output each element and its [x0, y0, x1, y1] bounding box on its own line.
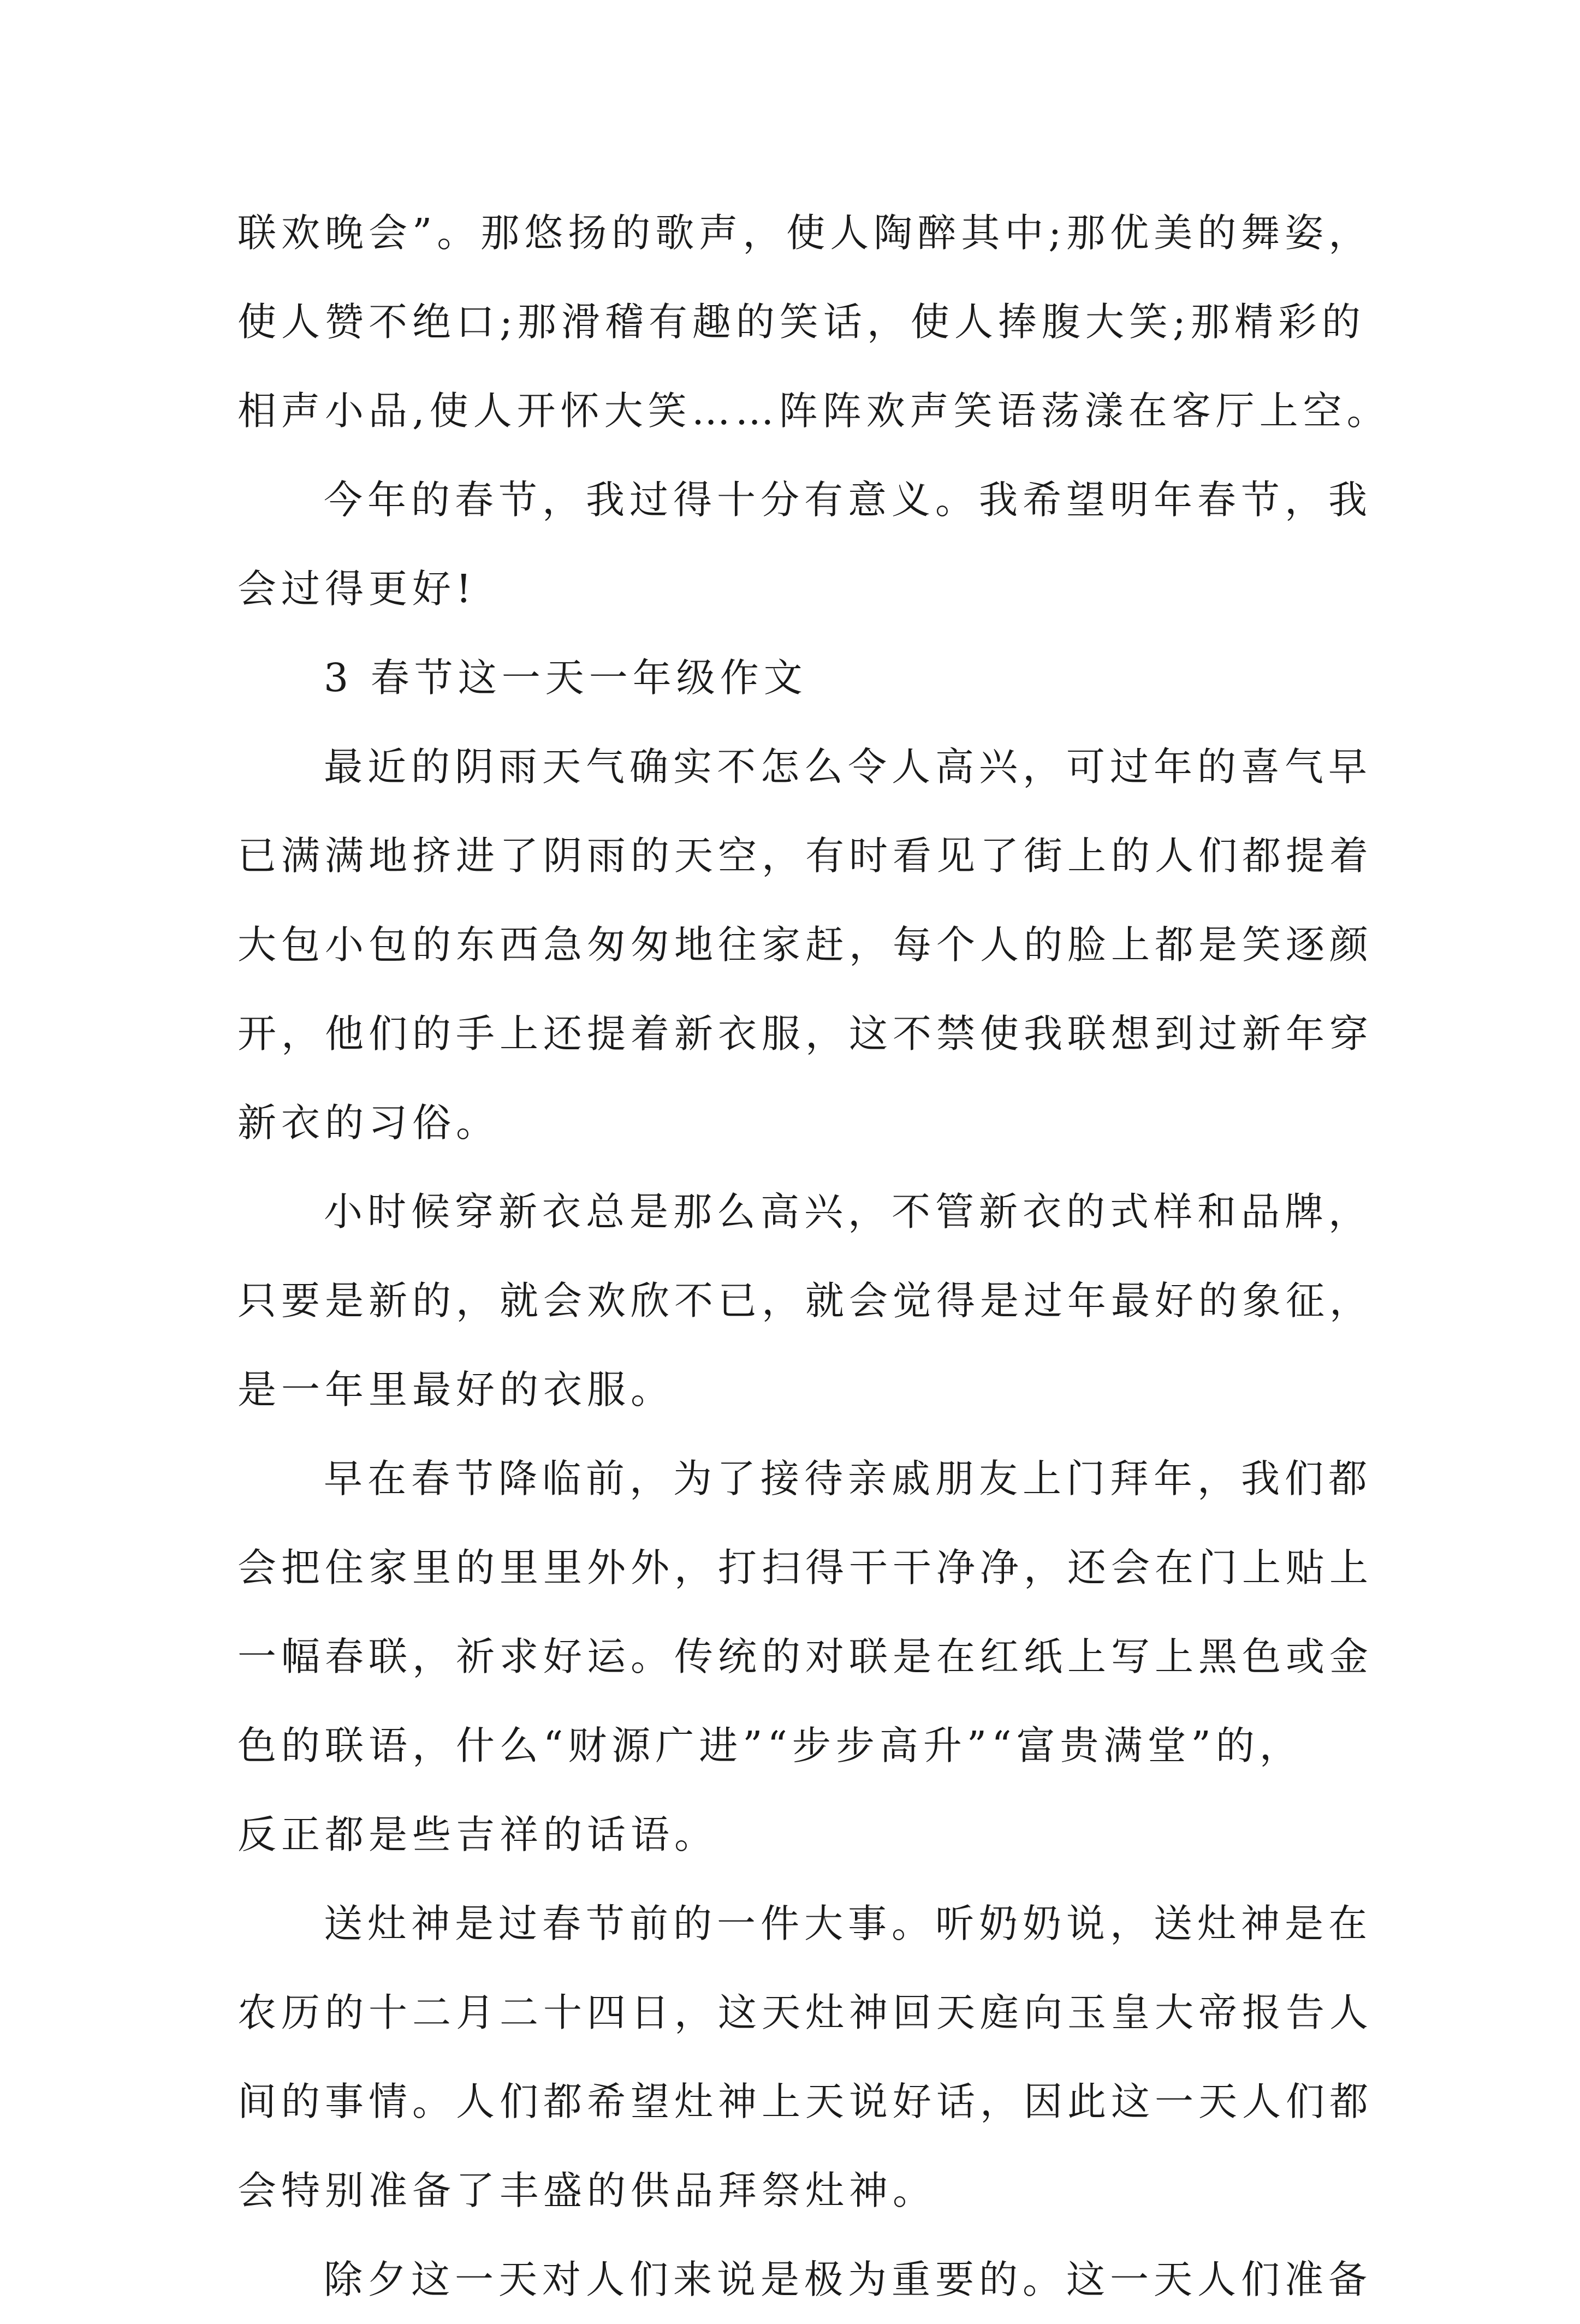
text-line: 会把住家里的里里外外，打扫得干干净净，还会在门上贴上: [237, 1545, 1374, 1590]
text-line: 一幅春联，祈求好运。传统的对联是在红纸上写上黑色或金: [237, 1634, 1374, 1679]
text-line: 3 春节这一天一年级作文: [324, 655, 807, 700]
text-line: 大包小包的东西急匆匆地往家赶，每个人的脸上都是笑逐颜: [237, 922, 1374, 967]
text-line: 使人赞不绝口;那滑稽有趣的笑话，使人捧腹大笑;那精彩的: [237, 299, 1365, 344]
text-line: 只要是新的，就会欢欣不已，就会觉得是过年最好的象征，: [237, 1278, 1374, 1323]
text-line: 除夕这一天对人们来说是极为重要的。这一天人们准备: [324, 2257, 1373, 2302]
text-line: 反正都是些吉祥的话语。: [237, 1812, 718, 1857]
text-line: 已满满地挤进了阴雨的天空，有时看见了街上的人们都提着: [237, 833, 1374, 878]
text-line: 早在春节降临前，为了接待亲戚朋友上门拜年，我们都: [324, 1456, 1373, 1501]
text-line: 开，他们的手上还提着新衣服，这不禁使我联想到过新年穿: [237, 1011, 1374, 1056]
text-line: 联欢晚会”。那悠扬的歌声，使人陶醉其中;那优美的舞姿，: [237, 210, 1373, 255]
text-line: 今年的春节，我过得十分有意义。我希望明年春节，我: [324, 477, 1373, 522]
document-body: [237, 188, 1389, 2324]
text-line: 送灶神是过春节前的一件大事。听奶奶说，送灶神是在: [324, 1901, 1373, 1946]
text-line: 是一年里最好的衣服。: [237, 1367, 675, 1412]
text-line: 色的联语，什么“财源广进”“步步高升”“富贵满堂”的，: [237, 1723, 1303, 1768]
text-line: 最近的阴雨天气确实不怎么令人高兴，可过年的喜气早: [324, 744, 1373, 789]
text-line: 会过得更好!: [237, 566, 477, 611]
text-line: 新衣的习俗。: [237, 1100, 500, 1145]
text-line: 会特别准备了丰盛的供品拜祭灶神。: [237, 2168, 937, 2213]
text-line: 相声小品,使人开怀大笑……阵阵欢声笑语荡漾在客厅上空。: [237, 388, 1391, 433]
text-line: 农历的十二月二十四日，这天灶神回天庭向玉皇大帝报告人: [237, 1990, 1374, 2035]
text-line: 小时候穿新衣总是那么高兴，不管新衣的式样和品牌，: [324, 1189, 1373, 1234]
text-line: 间的事情。人们都希望灶神上天说好话，因此这一天人们都: [237, 2079, 1374, 2124]
